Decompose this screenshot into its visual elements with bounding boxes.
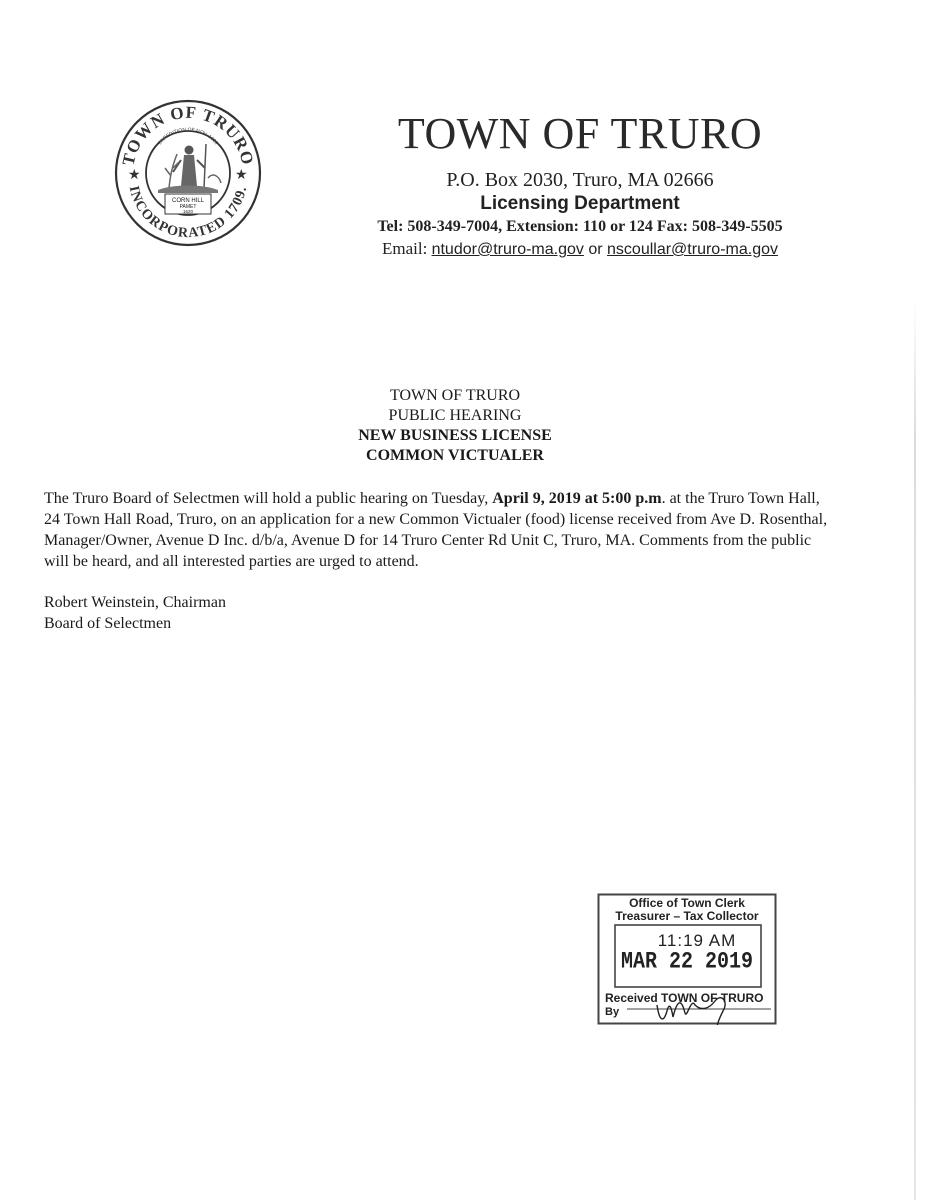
svg-text:CORN HILL: CORN HILL [171, 198, 205, 204]
signatory-title: Board of Selectmen [44, 615, 172, 632]
notice-body [44, 488, 834, 572]
email-joiner: or [583, 241, 608, 258]
letterhead-email [320, 238, 840, 261]
email-link-ntudor[interactable]: ntudor@truro-ma.gov [431, 241, 584, 258]
letterhead-address: P.O. Box 2030, Truro, MA 02666 [446, 169, 714, 191]
svg-text:★: ★ [128, 168, 141, 183]
hearing-date: April 9, 2019 at 5:00 p.m [492, 490, 662, 507]
body-text-part-1: The Truro Board of Selectmen will hold a public hearing on Tuesday, [44, 490, 493, 507]
stamp-office [597, 897, 777, 923]
letterhead-phone-fax: Tel: 508-349-7004, Extension: 110 or 124 Fax: 508-349-5505 [377, 218, 783, 235]
town-seal-logo [113, 98, 263, 248]
notice-line-license: NEW BUSINESS LICENSE [358, 427, 552, 444]
letterhead-title: TOWN OF TRURO [397, 109, 763, 158]
svg-text:1620: 1620 [182, 209, 194, 214]
stamp-office-line-2: Treasurer – Tax Collector [615, 909, 759, 923]
signatory-name: Robert Weinstein, Chairman [44, 594, 226, 611]
svg-text:EXPEDITION OF NOV. 1620: EXPEDITION OF NOV. 1620 [157, 126, 219, 147]
notice-line-victualer: COMMON VICTUALER [366, 447, 544, 464]
received-stamp [597, 893, 777, 1025]
svg-text:PAMET: PAMET [179, 204, 197, 210]
letterhead-department: Licensing Department [480, 193, 680, 214]
notice-line-town: TOWN OF TRURO [389, 387, 521, 404]
stamp-received: Received TOWN OF TRURO [605, 991, 764, 1005]
email-prefix: Email: [382, 239, 432, 258]
body-text-part-2: . at the Truro Town Hall, 24 Town Hall Road, Truro, on an application for a new Common Victualer (food) license received from Ave D. Rosenthal, Manager/Owner, Avenue D Inc. d/b/a, Avenue D for 14 Truro Center Rd Unit C, Truro, MA. Comments from the public will be heard, and all interested parties are urged to attend. [44, 490, 828, 570]
stamp-date: MAR 22 2019 [620, 949, 754, 976]
stamp-time: 11:19 AM [657, 931, 737, 950]
email-link-nscoullar[interactable]: nscoullar@truro-ma.gov [607, 241, 778, 258]
notice-heading [300, 386, 610, 466]
svg-text:★: ★ [235, 168, 248, 183]
stamp-office-line-1: Office of Town Clerk [629, 896, 745, 910]
svg-text:INCORPORATED 1709.: INCORPORATED 1709. [125, 184, 251, 242]
stamp-by: By [605, 1006, 620, 1018]
signature-block [44, 592, 226, 634]
scan-edge [914, 300, 916, 1200]
svg-text:TOWN OF TRURO: TOWN OF TRURO [118, 102, 258, 168]
notice-line-hearing: PUBLIC HEARING [388, 407, 522, 424]
letterhead [320, 108, 840, 261]
